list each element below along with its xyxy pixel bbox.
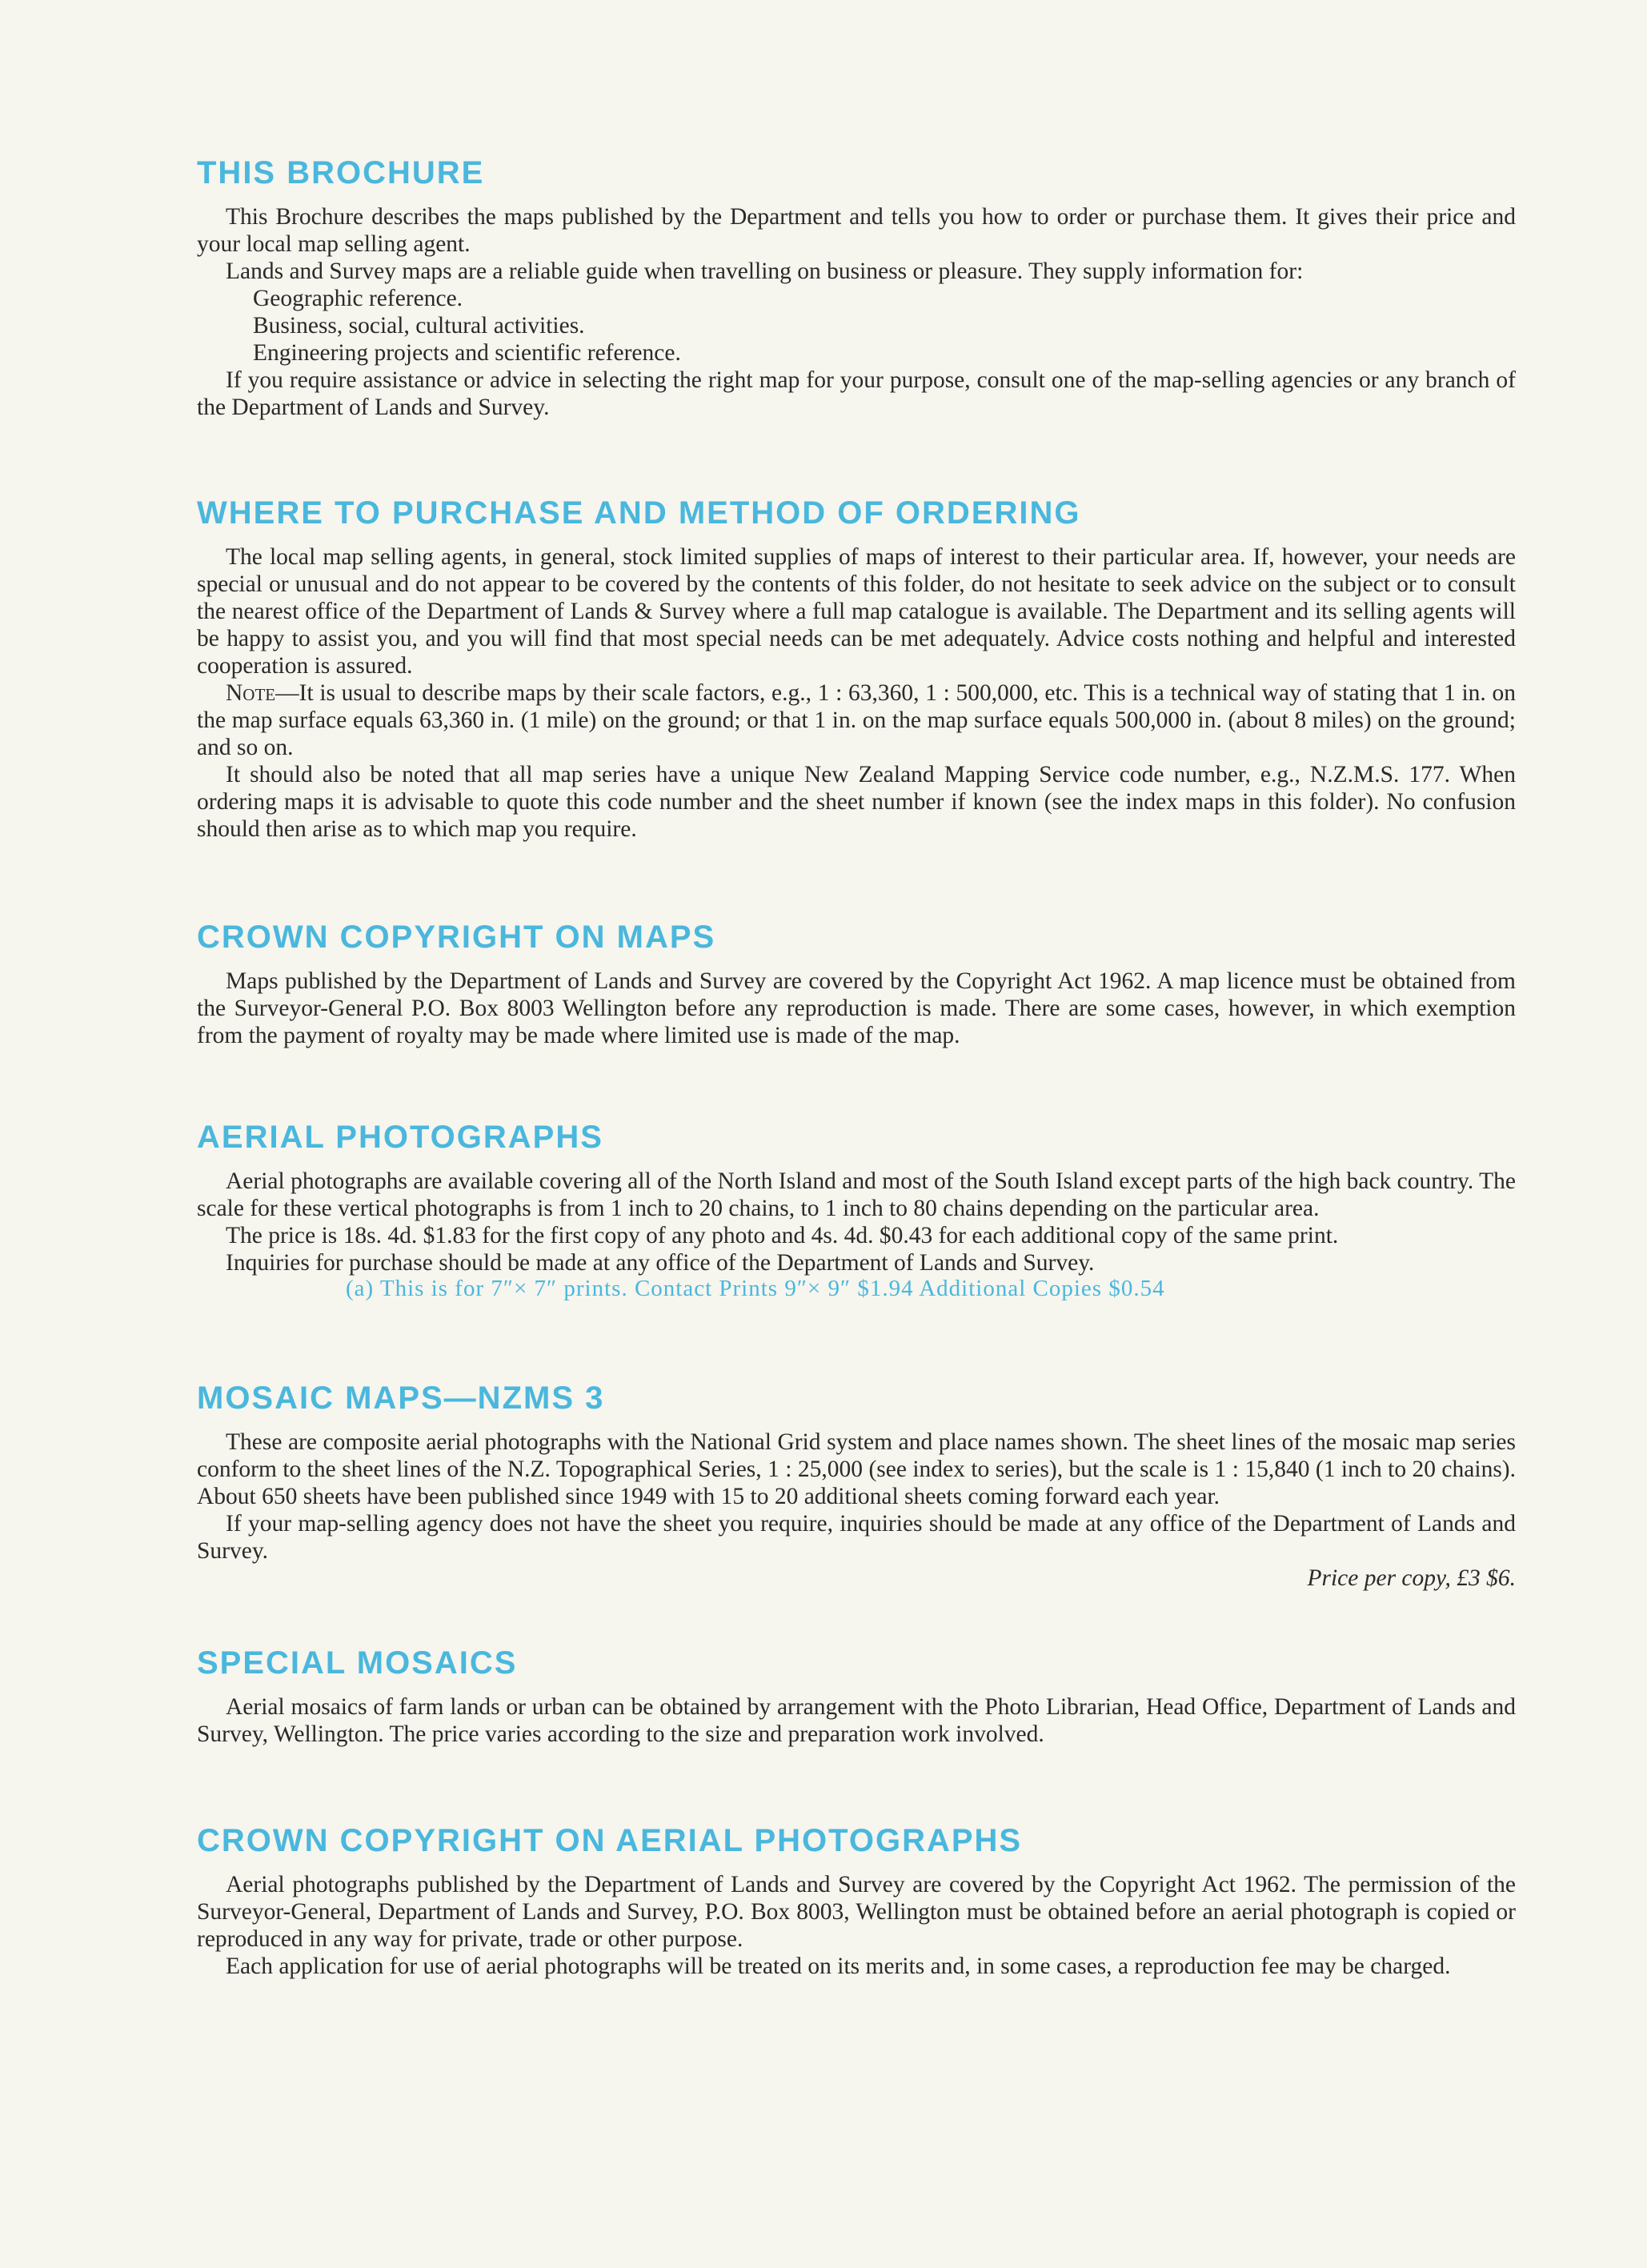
list-item: Geographic reference.: [253, 286, 463, 311]
price-overprint: (a) This is for 7″× 7″ prints. Contact Prints 9″× 9″ $1.94 Additional Copies $0.54: [346, 1276, 1165, 1301]
section-heading: CROWN COPYRIGHT ON MAPS: [197, 920, 716, 955]
list-item: Engineering projects and scientific reference.: [253, 340, 681, 366]
paragraph: The price is 18s. 4d. $1.83 for the first copy of any photo and 4s. 4d. $0.43 for each additional copy of the same print.: [226, 1223, 1339, 1248]
paragraph: Inquiries for purchase should be made at any office of the Department of Lands and Survey.: [226, 1250, 1095, 1276]
paragraph: If you require assistance or advice in selecting the right map for your purpose, consult one of the map-selling agencies or any branch of the Department of Lands and Survey.: [197, 367, 1516, 420]
price-line: Price per copy, £3 $6.: [1307, 1565, 1516, 1591]
paragraph: Aerial mosaics of farm lands or urban can be obtained by arrangement with the Photo Librarian, Head Office, Department of Lands and Survey, Wellington. The price varies according to the size and preparation work involved.: [197, 1694, 1516, 1747]
paragraph: Aerial photographs published by the Department of Lands and Survey are covered by the Copyright Act 1962. The permission of the Surveyor-General, Department of Lands and Survey, P.O. Box 8003, Wellington must be obtained before an aerial photograph is copied or reproduced in any way for private, trade or other purpose.: [197, 1872, 1516, 1952]
section-this-brochure: [197, 154, 1516, 421]
section-crown-copyright-aerial: [197, 1821, 1516, 1980]
note-text: —It is usual to describe maps by their scale factors, e.g., 1 : 63,360, 1 : 500,000, etc. This is a technical way of stating that 1 in. on the map surface equals 63,360 in. (1 mile) on the ground; or that 1 in. on the map surface equals 500,000 in. (about 8 miles) on the ground; and so on.: [197, 680, 1516, 760]
note-label: Note: [226, 680, 276, 706]
paragraph: The local map selling agents, in general, stock limited supplies of maps of interest to their particular area. If, however, your needs are special or unusual and do not appear to be covered by the contents of this folder, do not hesitate to seek advice on the subject or to consult the nearest office of the Department of Lands & Survey where a full map catalogue is available. The Department and its selling agents will be happy to assist you, and you will find that most special needs can be met adequately. Advice costs nothing and helpful and interested cooperation is assured.: [197, 544, 1516, 679]
purpose-list: [197, 285, 1516, 367]
section-special-mosaics: [197, 1644, 1516, 1748]
list-item: Business, social, cultural activities.: [253, 313, 585, 339]
section-heading: THIS BROCHURE: [197, 155, 485, 190]
section-heading: CROWN COPYRIGHT ON AERIAL PHOTOGRAPHS: [197, 1823, 1023, 1858]
section-heading: WHERE TO PURCHASE AND METHOD OF ORDERING: [197, 495, 1081, 531]
paragraph: It should also be noted that all map series have a unique New Zealand Mapping Service code number, e.g., N.Z.M.S. 177. When ordering maps it is advisable to quote this code number and the sheet number if known (see the index maps in this folder). No confusion should then arise as to which map you require.: [197, 762, 1516, 842]
paragraph: If your map-selling agency does not have the sheet you require, inquiries should be made at any office of the Department of Lands and Survey.: [197, 1511, 1516, 1564]
section-heading: MOSAIC MAPS—NZMS 3: [197, 1380, 605, 1416]
paragraph: This Brochure describes the maps published by the Department and tells you how to order or purchase them. It gives their price and your local map selling agent.: [197, 204, 1516, 257]
section-where-to-purchase: [197, 494, 1516, 843]
section-heading: SPECIAL MOSAICS: [197, 1645, 518, 1681]
paragraph: Aerial photographs are available covering all of the North Island and most of the South Island except parts of the high back country. The scale for these vertical photographs is from 1 inch to 20 chains, to 1 inch to 80 chains depending on the particular area.: [197, 1168, 1516, 1221]
paragraph: Maps published by the Department of Lands and Survey are covered by the Copyright Act 1962. A map licence must be obtained from the Surveyor-General P.O. Box 8003 Wellington before any reproduction is made. There are some cases, however, in which exemption from the payment of royalty may be made where limited use is made of the map.: [197, 968, 1516, 1048]
note-paragraph: [197, 679, 1516, 761]
section-heading: AERIAL PHOTOGRAPHS: [197, 1120, 603, 1155]
paragraph: Lands and Survey maps are a reliable guide when travelling on business or pleasure. They supply information for:: [226, 258, 1304, 284]
section-mosaic-maps: [197, 1379, 1516, 1592]
section-crown-copyright-maps: [197, 918, 1516, 1049]
section-aerial-photographs: [197, 1118, 1516, 1276]
paragraph: Each application for use of aerial photographs will be treated on its merits and, in some cases, a reproduction fee may be charged.: [226, 1953, 1451, 1979]
paragraph: These are composite aerial photographs with the National Grid system and place names shown. The sheet lines of the mosaic map series conform to the sheet lines of the N.Z. Topographical Series, 1 : 25,000 (see index to series), but the scale is 1 : 15,840 (1 inch to 20 chains). About 650 sheets have been published since 1949 with 15 to 20 additional sheets coming forward each year.: [197, 1429, 1516, 1509]
